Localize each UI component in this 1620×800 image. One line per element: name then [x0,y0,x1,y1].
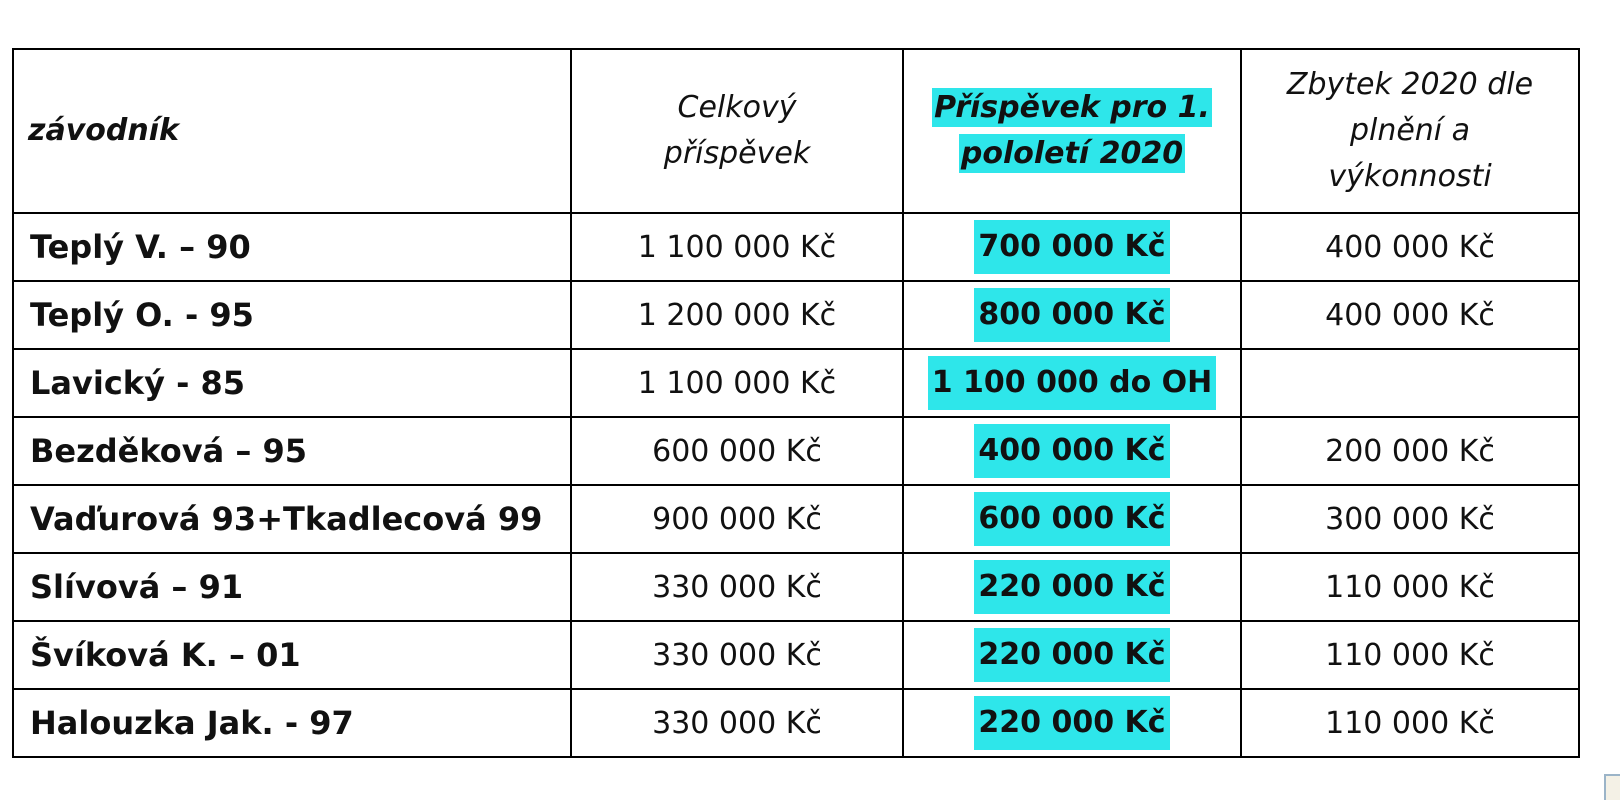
header-first-half-contribution [903,49,1241,213]
header-first-half-line: Příspěvek pro 1. [934,90,1210,125]
table-row [13,417,1579,485]
remainder-contribution: 110 000 Kč [1241,621,1579,689]
racer-name: Teplý V. – 90 [13,213,571,281]
racer-name: Teplý O. - 95 [13,281,571,349]
first-half-contribution: 800 000 Kč [903,281,1241,349]
remainder-contribution: 110 000 Kč [1241,689,1579,757]
first-half-contribution: 220 000 Kč [903,553,1241,621]
total-contribution: 330 000 Kč [571,621,903,689]
table-row [13,689,1579,757]
total-contribution: 1 100 000 Kč [571,349,903,417]
table-row [13,485,1579,553]
contribution-table [12,48,1580,758]
header-remainder-line: výkonnosti [1328,159,1492,194]
header-total-line: příspěvek [663,136,811,171]
remainder-contribution: 300 000 Kč [1241,485,1579,553]
first-half-contribution: 400 000 Kč [903,417,1241,485]
racer-name: Slívová – 91 [13,553,571,621]
table-header-row [13,49,1579,213]
table-row [13,281,1579,349]
first-half-contribution: 220 000 Kč [903,621,1241,689]
first-half-contribution: 600 000 Kč [903,485,1241,553]
racer-name: Švíková K. – 01 [13,621,571,689]
total-contribution: 330 000 Kč [571,553,903,621]
racer-name: Bezděková – 95 [13,417,571,485]
racer-name: Vaďurová 93+Tkadlecová 99 [13,485,571,553]
header-first-half-line: pololetí 2020 [960,136,1184,171]
header-racer: závodník [13,49,571,213]
header-remainder [1241,49,1579,213]
remainder-contribution: 200 000 Kč [1241,417,1579,485]
remainder-contribution [1241,349,1579,417]
total-contribution: 900 000 Kč [571,485,903,553]
first-half-contribution: 1 100 000 do OH [903,349,1241,417]
page-corner-icon [1604,774,1620,800]
header-total-line: Celkový [677,90,797,125]
header-total-contribution [571,49,903,213]
header-remainder-line: Zbytek 2020 dle [1286,67,1534,102]
header-remainder-line: plnění a [1349,113,1471,148]
remainder-contribution: 400 000 Kč [1241,281,1579,349]
remainder-contribution: 110 000 Kč [1241,553,1579,621]
total-contribution: 1 100 000 Kč [571,213,903,281]
table-row [13,621,1579,689]
table-row [13,213,1579,281]
total-contribution: 1 200 000 Kč [571,281,903,349]
total-contribution: 330 000 Kč [571,689,903,757]
first-half-contribution: 700 000 Kč [903,213,1241,281]
remainder-contribution: 400 000 Kč [1241,213,1579,281]
first-half-contribution: 220 000 Kč [903,689,1241,757]
table-row [13,349,1579,417]
racer-name: Lavický - 85 [13,349,571,417]
racer-name: Halouzka Jak. - 97 [13,689,571,757]
table-row [13,553,1579,621]
total-contribution: 600 000 Kč [571,417,903,485]
